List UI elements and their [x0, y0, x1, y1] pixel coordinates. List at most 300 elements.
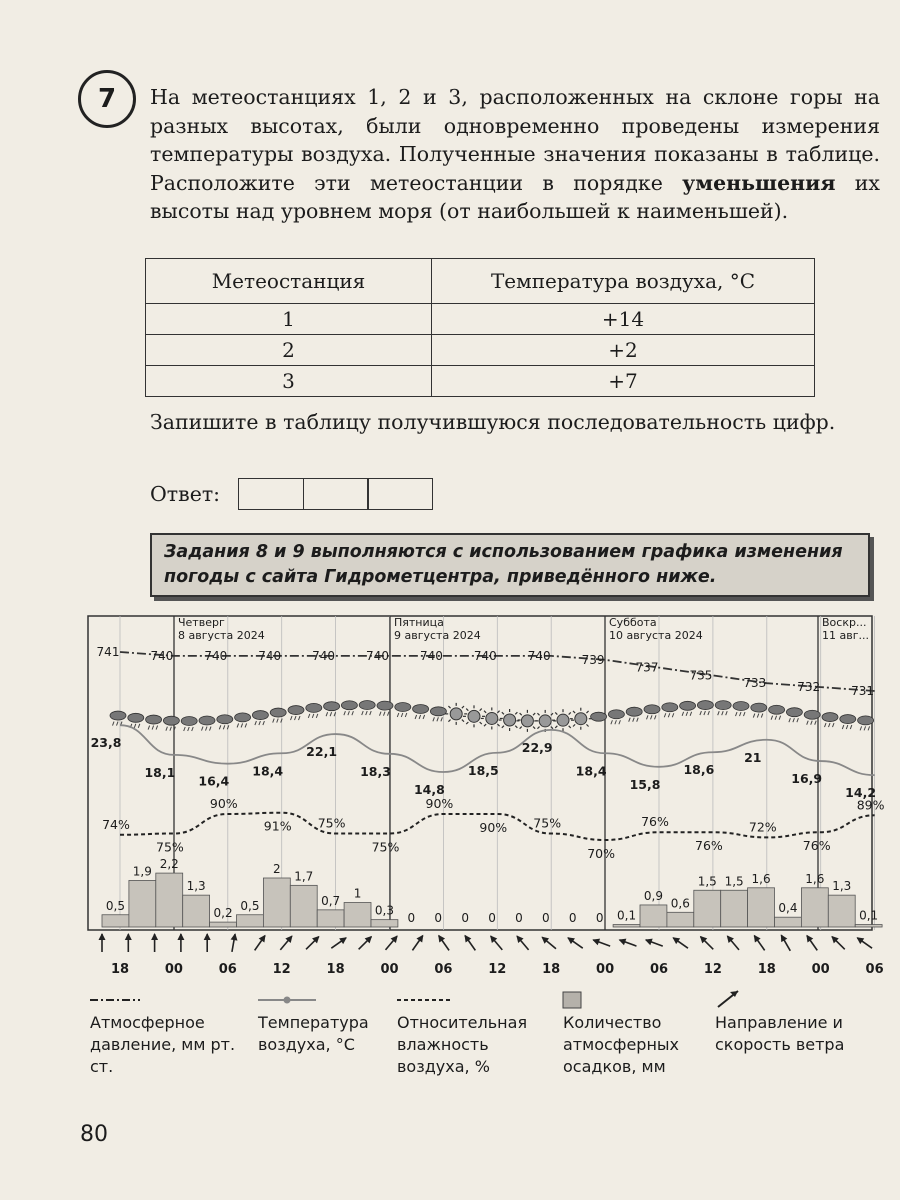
- rain-drop: [668, 713, 670, 717]
- precipitation-label: 1,5: [724, 874, 744, 889]
- pressure-label: 739: [581, 652, 605, 667]
- sun-weather-icon: [552, 709, 574, 731]
- wind-arrow-icon: [567, 937, 583, 948]
- precipitation-bar: [801, 888, 828, 927]
- cloud-icon: [252, 711, 268, 720]
- wind-arrow-icon: [645, 939, 663, 946]
- rain-drop: [352, 711, 354, 715]
- day-date-label: 8 августа 2024: [178, 629, 265, 642]
- rain-drop: [740, 712, 742, 716]
- temperature-label: 16,4: [198, 773, 230, 789]
- wind-arrowhead: [204, 933, 211, 940]
- sun-ray: [573, 711, 575, 713]
- precipitation-label: 0,3: [374, 903, 394, 918]
- rain-drop: [779, 716, 781, 720]
- cloud-weather-icon: [591, 712, 607, 721]
- rain-weather-icon: [715, 701, 731, 716]
- wind-arrow-icon: [412, 935, 423, 951]
- rain-drop: [651, 715, 653, 719]
- wind-arrowhead: [672, 937, 680, 944]
- rain-weather-icon: [395, 702, 411, 717]
- humidity-label: 75%: [533, 815, 562, 831]
- pressure-label: 740: [204, 648, 228, 663]
- sun-ray: [533, 713, 535, 715]
- cloud-icon: [769, 705, 785, 714]
- rain-weather-icon: [662, 703, 678, 718]
- pressure-label: 740: [527, 648, 551, 663]
- day-date-label: 10 августа 2024: [609, 629, 703, 642]
- cloud-icon: [626, 707, 642, 716]
- rain-drop: [138, 724, 140, 728]
- sun-ray: [573, 724, 575, 726]
- wind-arrowhead: [754, 935, 761, 943]
- rain-drop: [277, 719, 279, 723]
- temperature-label: 18,1: [144, 764, 176, 780]
- task-text-bold: уменьшения: [682, 170, 836, 195]
- rain-drop: [148, 726, 150, 730]
- humidity-label: 91%: [263, 818, 292, 834]
- rain-weather-icon: [324, 702, 340, 717]
- cloud-icon: [697, 701, 713, 710]
- precipitation-label: 1,6: [805, 871, 825, 886]
- humidity-label: 90%: [425, 796, 454, 811]
- rain-weather-icon: [430, 707, 446, 722]
- rain-drop: [405, 713, 407, 717]
- precipitation-label: 0,9: [643, 888, 663, 903]
- humidity-label: 72%: [748, 819, 777, 835]
- rain-weather-icon: [217, 715, 233, 730]
- wind-arrow-icon: [438, 935, 449, 951]
- cloud-icon: [751, 703, 767, 712]
- rain-drop: [384, 712, 386, 716]
- wind-arrow-icon: [781, 934, 791, 950]
- precipitation-bar: [613, 925, 640, 927]
- cloud-icon: [680, 701, 696, 710]
- precipitation-label: 0: [461, 911, 469, 925]
- rain-weather-icon: [288, 706, 304, 721]
- precipitation-label: 1,9: [132, 864, 152, 879]
- rain-drop: [202, 727, 204, 731]
- wind-arrow-icon: [331, 937, 347, 948]
- cloud-icon: [858, 716, 874, 725]
- cloud-icon: [181, 716, 197, 725]
- legend-precipitation: Количество атмосферных осадков, мм: [563, 1013, 680, 1076]
- wind-arrow-icon: [177, 933, 184, 952]
- wind-arrowhead: [259, 935, 266, 943]
- rain-drop: [366, 711, 368, 715]
- sun-ray: [497, 724, 499, 726]
- precipitation-label: 0: [542, 911, 550, 925]
- table-header-station: Метеостанция: [146, 259, 432, 304]
- rain-drop: [615, 720, 617, 724]
- wind-arrowhead: [125, 933, 132, 940]
- answer-box-2[interactable]: [303, 478, 369, 510]
- wind-arrowhead: [857, 937, 865, 944]
- wind-arrow-icon: [464, 935, 475, 951]
- x-tick-label: 00: [164, 962, 183, 977]
- sun-ray: [569, 712, 571, 714]
- rain-drop: [704, 711, 706, 715]
- rain-drop: [344, 711, 346, 715]
- instruction-text: Запишите в таблицу получившуюся последовательность цифр.: [150, 410, 836, 434]
- wind-arrow-icon: [255, 935, 266, 951]
- rain-drop: [263, 721, 265, 725]
- sun-ray: [537, 713, 539, 715]
- rain-drop: [362, 711, 364, 715]
- rain-drop: [210, 727, 212, 731]
- rain-drop: [833, 723, 835, 727]
- rain-drop: [611, 720, 613, 724]
- precipitation-bar: [290, 885, 317, 927]
- rain-drop: [152, 726, 154, 730]
- rain-drop: [299, 716, 301, 720]
- rain-drop: [807, 721, 809, 725]
- wind-arrow-icon: [151, 933, 158, 952]
- rain-weather-icon: [786, 708, 802, 723]
- pressure-label: 732: [797, 680, 821, 695]
- wind-arrowhead: [177, 933, 184, 940]
- rain-drop: [273, 719, 275, 723]
- rain-weather-icon: [840, 715, 856, 730]
- precipitation-label: 0,5: [240, 898, 260, 913]
- rain-drop: [166, 727, 168, 731]
- rain-drop: [206, 727, 208, 731]
- legend-pressure: Атмосферное давление, мм рт. ст.: [90, 1013, 236, 1076]
- wind-arrow-icon: [125, 933, 132, 952]
- precipitation-bar: [371, 920, 398, 927]
- wind-arrowhead: [438, 935, 445, 943]
- sun-ray: [448, 720, 450, 722]
- rain-drop: [708, 711, 710, 715]
- rain-drop: [370, 711, 372, 715]
- sun-ray: [484, 711, 486, 713]
- task-text-part1: На метеостанциях 1, 2 и 3, расположенных на склоне горы на разных высотах, были одновременно проведены измерения температуры воздуха. Полученные значения показаны в таблице. Расположите эти метеостанции в порядке: [150, 85, 880, 195]
- station-cell: 3: [146, 366, 432, 397]
- rain-drop: [316, 714, 318, 718]
- precipitation-label: 0,4: [778, 901, 798, 916]
- precipitation-bar: [640, 905, 667, 927]
- answer-label: Ответ:: [150, 482, 221, 506]
- station-cell: 2: [146, 335, 432, 366]
- weather-chart: [0, 600, 900, 1020]
- rain-weather-icon: [252, 711, 268, 726]
- sun-icon: [521, 715, 533, 727]
- cloud-icon: [270, 708, 286, 717]
- rain-drop: [423, 715, 425, 719]
- day-date-label: 9 августа 2024: [394, 629, 481, 642]
- answer-boxes: [238, 478, 432, 510]
- sun-cloud-weather-icon: [481, 707, 503, 729]
- cloud-icon: [822, 713, 838, 722]
- wind-arrowhead: [464, 935, 471, 943]
- sun-cloud-weather-icon: [445, 703, 467, 725]
- sun-ray: [586, 724, 588, 726]
- wind-arrow-icon: [516, 935, 528, 950]
- cloud-icon: [128, 713, 144, 722]
- x-tick-label: 06: [434, 962, 453, 977]
- sun-ray: [515, 712, 517, 714]
- answer-box-1[interactable]: [238, 478, 304, 510]
- temperature-cell: +2: [432, 335, 815, 366]
- temperature-cell: +14: [432, 304, 815, 335]
- pressure-label: 740: [258, 648, 282, 663]
- cloud-icon: [235, 713, 251, 722]
- sun-ray: [462, 720, 464, 722]
- rain-drop: [170, 727, 172, 731]
- humidity-label: 90%: [209, 796, 238, 811]
- wind-arrow-icon: [831, 936, 844, 949]
- rain-drop: [134, 724, 136, 728]
- precipitation-bar: [855, 925, 882, 927]
- sun-ray: [497, 711, 499, 713]
- task-number: 7: [97, 84, 117, 114]
- temperature-label: 18,4: [575, 763, 607, 779]
- rain-drop: [647, 715, 649, 719]
- temperature-label: 14,8: [413, 782, 445, 797]
- precipitation-bar: [210, 922, 237, 927]
- rain-weather-icon: [697, 701, 713, 716]
- wind-arrow-icon: [306, 936, 319, 949]
- sun-ray: [537, 727, 539, 729]
- precipitation-label: 0: [568, 911, 577, 925]
- sun-ray: [569, 726, 571, 728]
- precipitation-label: 1,3: [186, 879, 206, 894]
- sun-icon: [557, 714, 569, 726]
- rain-drop: [722, 711, 724, 715]
- wind-arrow-icon: [806, 935, 817, 951]
- rain-drop: [682, 712, 684, 716]
- instructions-banner: Задания 8 и 9 выполняются с использованием графика изменения погоды с сайта Гидрометцентра, приведённого ниже.: [150, 533, 870, 597]
- wind-arrow-icon: [541, 937, 556, 949]
- x-tick-label: 18: [757, 962, 776, 977]
- precipitation-label: 0,6: [670, 896, 690, 911]
- rain-drop: [753, 714, 755, 718]
- rain-drop: [842, 725, 844, 729]
- rain-drop: [237, 723, 239, 727]
- cloud-icon: [591, 712, 607, 721]
- wind-arrowhead: [567, 937, 575, 944]
- sun-icon: [539, 715, 551, 727]
- legend-symbols: [0, 985, 900, 1015]
- rain-drop: [629, 718, 631, 722]
- temperature-label: 18,3: [360, 763, 391, 779]
- humidity-label: 76%: [802, 838, 831, 854]
- wind-arrow-icon: [672, 937, 688, 948]
- day-name-label: Воскр...: [822, 616, 867, 629]
- table-header-row: [146, 259, 815, 304]
- humidity-label: 74%: [102, 816, 130, 832]
- pressure-label: 735: [689, 668, 713, 683]
- rain-drop: [415, 715, 417, 719]
- sun-ray: [520, 713, 522, 715]
- sun-ray: [462, 706, 464, 708]
- sun-ray: [480, 722, 482, 724]
- pressure-label: 741: [96, 645, 120, 659]
- rain-drop: [789, 718, 791, 722]
- sun-ray: [466, 722, 468, 724]
- sun-icon: [450, 708, 462, 720]
- day-name-label: Суббота: [609, 616, 657, 629]
- temperature-label: 16,9: [791, 771, 823, 787]
- precipitation-bar: [237, 915, 264, 927]
- rain-drop: [797, 718, 799, 722]
- rain-weather-icon: [608, 710, 624, 725]
- precipitation-label: 0,1: [859, 908, 879, 923]
- precipitation-label: 1: [353, 886, 362, 901]
- pressure-label: 740: [312, 648, 336, 663]
- rain-weather-icon: [751, 703, 767, 718]
- table-header-temperature: Температура воздуха, °С: [432, 259, 815, 304]
- sun-weather-icon: [463, 705, 485, 727]
- rain-drop: [664, 713, 666, 717]
- precipitation-bar: [775, 917, 802, 927]
- x-tick-label: 18: [326, 962, 345, 977]
- task-text: [150, 83, 880, 226]
- cloud-icon: [324, 702, 340, 711]
- rain-drop: [815, 721, 817, 725]
- pressure-label: 740: [150, 648, 174, 663]
- rain-drop: [308, 714, 310, 718]
- rain-drop: [117, 722, 119, 726]
- rain-drop: [388, 712, 390, 716]
- humidity-label: 89%: [856, 797, 885, 813]
- rain-drop: [245, 723, 247, 727]
- temperature-label: 18,6: [683, 762, 715, 778]
- rain-drop: [761, 714, 763, 718]
- sun-ray: [502, 712, 504, 714]
- sun-ray: [586, 711, 588, 713]
- rain-weather-icon: [626, 707, 642, 722]
- precipitation-bar: [721, 890, 748, 927]
- rain-weather-icon: [858, 716, 874, 731]
- rain-drop: [829, 723, 831, 727]
- rain-drop: [188, 727, 190, 731]
- x-tick-label: 12: [703, 962, 722, 977]
- rain-drop: [326, 712, 328, 716]
- legend-temperature: Температура воздуха, °С: [258, 1013, 369, 1054]
- cloud-icon: [377, 701, 393, 710]
- x-tick-label: 06: [865, 962, 884, 977]
- precipitation-bar: [748, 888, 775, 927]
- precipitation-label: 0: [434, 911, 443, 925]
- wind-arrowhead: [99, 933, 106, 940]
- sun-ray: [448, 706, 450, 708]
- wind-arrow-icon: [99, 933, 106, 952]
- temperature-label: 18,5: [467, 762, 499, 778]
- rain-drop: [868, 726, 870, 730]
- x-tick-label: 12: [272, 962, 291, 977]
- answer-box-3[interactable]: [367, 478, 433, 510]
- rain-drop: [295, 716, 297, 720]
- cloud-icon: [110, 711, 126, 720]
- rain-drop: [690, 712, 692, 716]
- x-tick-label: 12: [488, 962, 507, 977]
- pressure-label: 740: [473, 648, 497, 663]
- x-tick-label: 06: [649, 962, 669, 977]
- rain-drop: [330, 712, 332, 716]
- rain-drop: [686, 712, 688, 716]
- wind-arrow-icon: [280, 935, 292, 950]
- rain-drop: [441, 717, 443, 721]
- pressure-label: 731: [851, 684, 875, 698]
- x-tick-label: 18: [110, 962, 130, 977]
- rain-drop: [259, 721, 261, 725]
- rain-drop: [255, 721, 257, 725]
- precipitation-label: 0,5: [105, 898, 125, 913]
- cloud-icon: [662, 703, 678, 712]
- rain-drop: [241, 723, 243, 727]
- sun-ray: [520, 727, 522, 729]
- rain-drop: [775, 716, 777, 720]
- sun-icon: [504, 714, 516, 726]
- day-name-label: Четверг: [178, 616, 225, 629]
- sun-ray: [555, 712, 557, 714]
- pressure-label: 740: [419, 648, 443, 663]
- humidity-label: 75%: [156, 839, 184, 855]
- precipitation-label: 0: [407, 911, 416, 925]
- wind-arrow-icon: [857, 937, 873, 948]
- rain-weather-icon: [341, 701, 357, 716]
- sun-weather-icon: [570, 708, 592, 730]
- rain-drop: [860, 726, 862, 730]
- table-row: [146, 304, 815, 335]
- wind-arrow-icon: [619, 939, 637, 946]
- wind-arrow-icon: [231, 933, 238, 952]
- wind-arrow-icon: [204, 933, 211, 952]
- cloud-icon: [146, 715, 162, 724]
- day-date-label: 11 авг...: [822, 629, 869, 642]
- rain-drop: [312, 714, 314, 718]
- legend-humidity: Относительная влажность воздуха, %: [397, 1013, 528, 1076]
- wind-arrow-icon: [359, 936, 372, 949]
- rain-drop: [825, 723, 827, 727]
- rain-weather-icon: [163, 716, 179, 731]
- rain-drop: [736, 712, 738, 716]
- wind-arrow-icon: [700, 936, 713, 949]
- temperature-label: 15,8: [629, 776, 661, 792]
- wind-arrowhead: [231, 933, 238, 941]
- rain-drop: [726, 711, 728, 715]
- cloud-icon: [644, 705, 660, 714]
- precipitation-label: 0,7: [321, 893, 341, 908]
- precipitation-label: 1,7: [294, 869, 314, 884]
- cloud-icon: [840, 715, 856, 724]
- wind-arrowhead: [416, 935, 423, 943]
- page-number: 80: [80, 1122, 108, 1147]
- humidity-label: 75%: [317, 815, 346, 831]
- rain-drop: [700, 711, 702, 715]
- wind-arrow-icon: [754, 935, 765, 951]
- precipitation-bar: [667, 912, 694, 927]
- cloud-icon: [217, 715, 233, 724]
- cloud-icon: [733, 702, 749, 711]
- rain-drop: [184, 727, 186, 731]
- cloud-icon: [430, 707, 446, 716]
- precipitation-label: 2,2: [159, 857, 179, 872]
- x-tick-label: 00: [380, 962, 399, 977]
- wind-arrowhead: [339, 937, 347, 944]
- precipitation-legend-symbol: [563, 992, 581, 1008]
- sun-icon: [468, 710, 480, 722]
- temperature-label: 22,9: [521, 739, 553, 755]
- cloud-icon: [715, 701, 731, 710]
- rain-drop: [811, 721, 813, 725]
- rain-weather-icon: [733, 702, 749, 717]
- station-table: [145, 258, 815, 397]
- x-tick-label: 06: [218, 962, 237, 977]
- rain-drop: [433, 717, 435, 721]
- legend-wind: Направление и скорость ветра: [715, 1013, 845, 1054]
